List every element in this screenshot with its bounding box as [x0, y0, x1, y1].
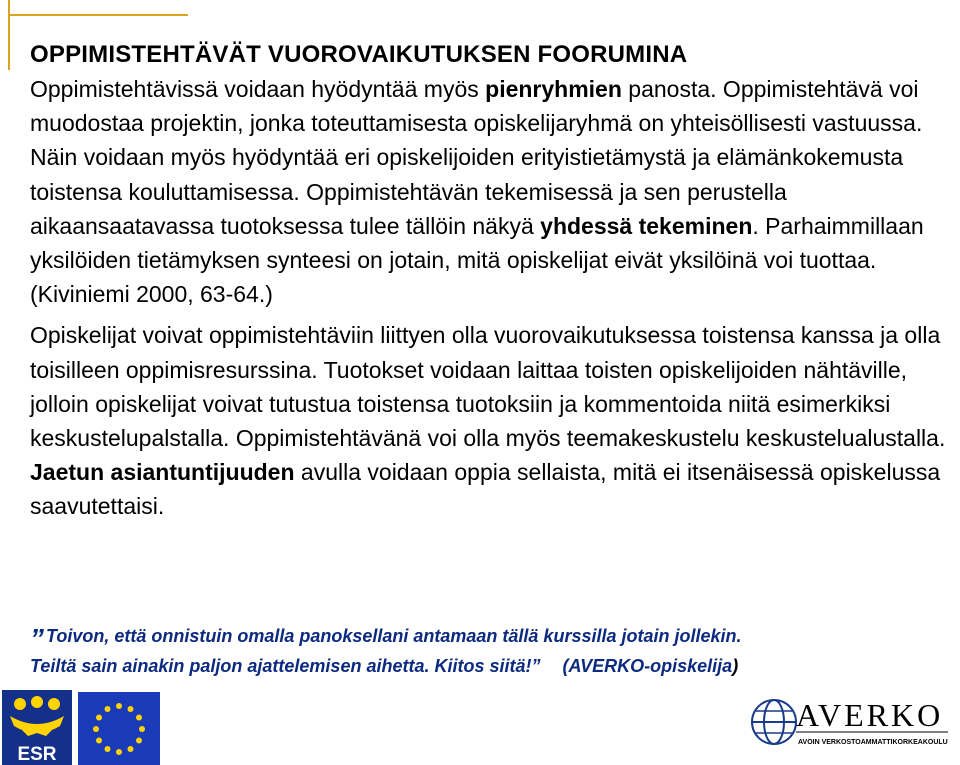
close-quote-mark: ” — [531, 656, 541, 676]
quote-attribution: (AVERKO-opiskelija — [562, 656, 733, 676]
decorative-gold-horizontal-line — [8, 14, 188, 16]
eu-flag-logo — [78, 692, 160, 765]
paragraph-2 — [30, 318, 955, 523]
esr-logo — [2, 690, 72, 765]
slide-content — [30, 38, 955, 524]
para1-text-1: Oppimistehtävissä voidaan hyödyntää myös — [30, 76, 486, 102]
para2-text-1: Opiskelijat voivat oppimistehtäviin liittyen olla vuorovaikutuksessa toistensa kanssa ja olla toisilleen oppimisresurssina. Tuotokset voidaan laittaa toisten opiskelijoiden nähtäville, jolloin opiskelijat voivat tutustua toistensa tuotoksiin ja kommentoida niitä esimerkiksi keskustelupalstalla. Oppimistehtävänä voi olla myös teemakeskustelu keskustelualustalla. — [30, 322, 946, 452]
svg-text:AVOIN VERKOSTOAMMATTIKORKEAKOU: AVOIN VERKOSTOAMMATTIKORKEAKOULU — [798, 739, 948, 746]
quote-line-2 — [30, 651, 960, 681]
svg-text:AVERKO: AVERKO — [796, 697, 944, 733]
para2-bold-1: Jaetun asiantuntijuuden — [30, 459, 295, 486]
logo-bar — [0, 690, 960, 765]
student-quote — [30, 618, 960, 681]
slide-title: OPPIMISTEHTÄVÄT VUOROVAIKUTUKSEN FOORUMINA — [30, 41, 688, 68]
quote-line-1 — [30, 618, 960, 654]
quote-text-2: Teiltä sain ainakin paljon ajattelemisen aihetta. Kiitos siitä! — [30, 656, 532, 676]
open-quote-mark: ” — [30, 623, 44, 654]
para2-text-2: avulla voidaan oppia sellaista, mitä ei itsenäisessä opiskelussa saavutettaisi. — [30, 459, 941, 520]
para1-text-3: . Parhaimmillaan yksilöiden tietämyksen synteesi on jotain, mitä opiskelijat eivät yksilöinä voi tuottaa. (Kiviniemi 2000, 63-64.) — [30, 212, 924, 308]
para1-text-2: panosta. Oppimistehtävä voi muodostaa projektin, jonka toteuttamisesta opiskelijaryhmä on yhteisöllisesti vastuussa. Näin voidaan myös hyödyntää eri opiskelijoiden erityistietämystä ja elämänkokemusta toistensa kouluttamisessa. Oppimistehtävän tekemisessä ja sen perustella aikaansaatavassa tuotoksessa tulee tällöin näkyä — [30, 76, 923, 239]
svg-text:ESR: ESR — [17, 744, 57, 765]
para1-bold-1: pienryhmien — [485, 76, 622, 102]
attribution-close-paren: ) — [732, 656, 739, 676]
paragraph-1 — [30, 72, 955, 311]
quote-text-1: Toivon, että onnistuin omalla panoksellani antamaan tällä kurssilla jotain jollekin. — [46, 626, 742, 646]
averko-logo — [748, 692, 952, 762]
decorative-gold-vertical-line — [8, 0, 10, 70]
para1-bold-2: yhdessä tekeminen — [540, 212, 753, 239]
